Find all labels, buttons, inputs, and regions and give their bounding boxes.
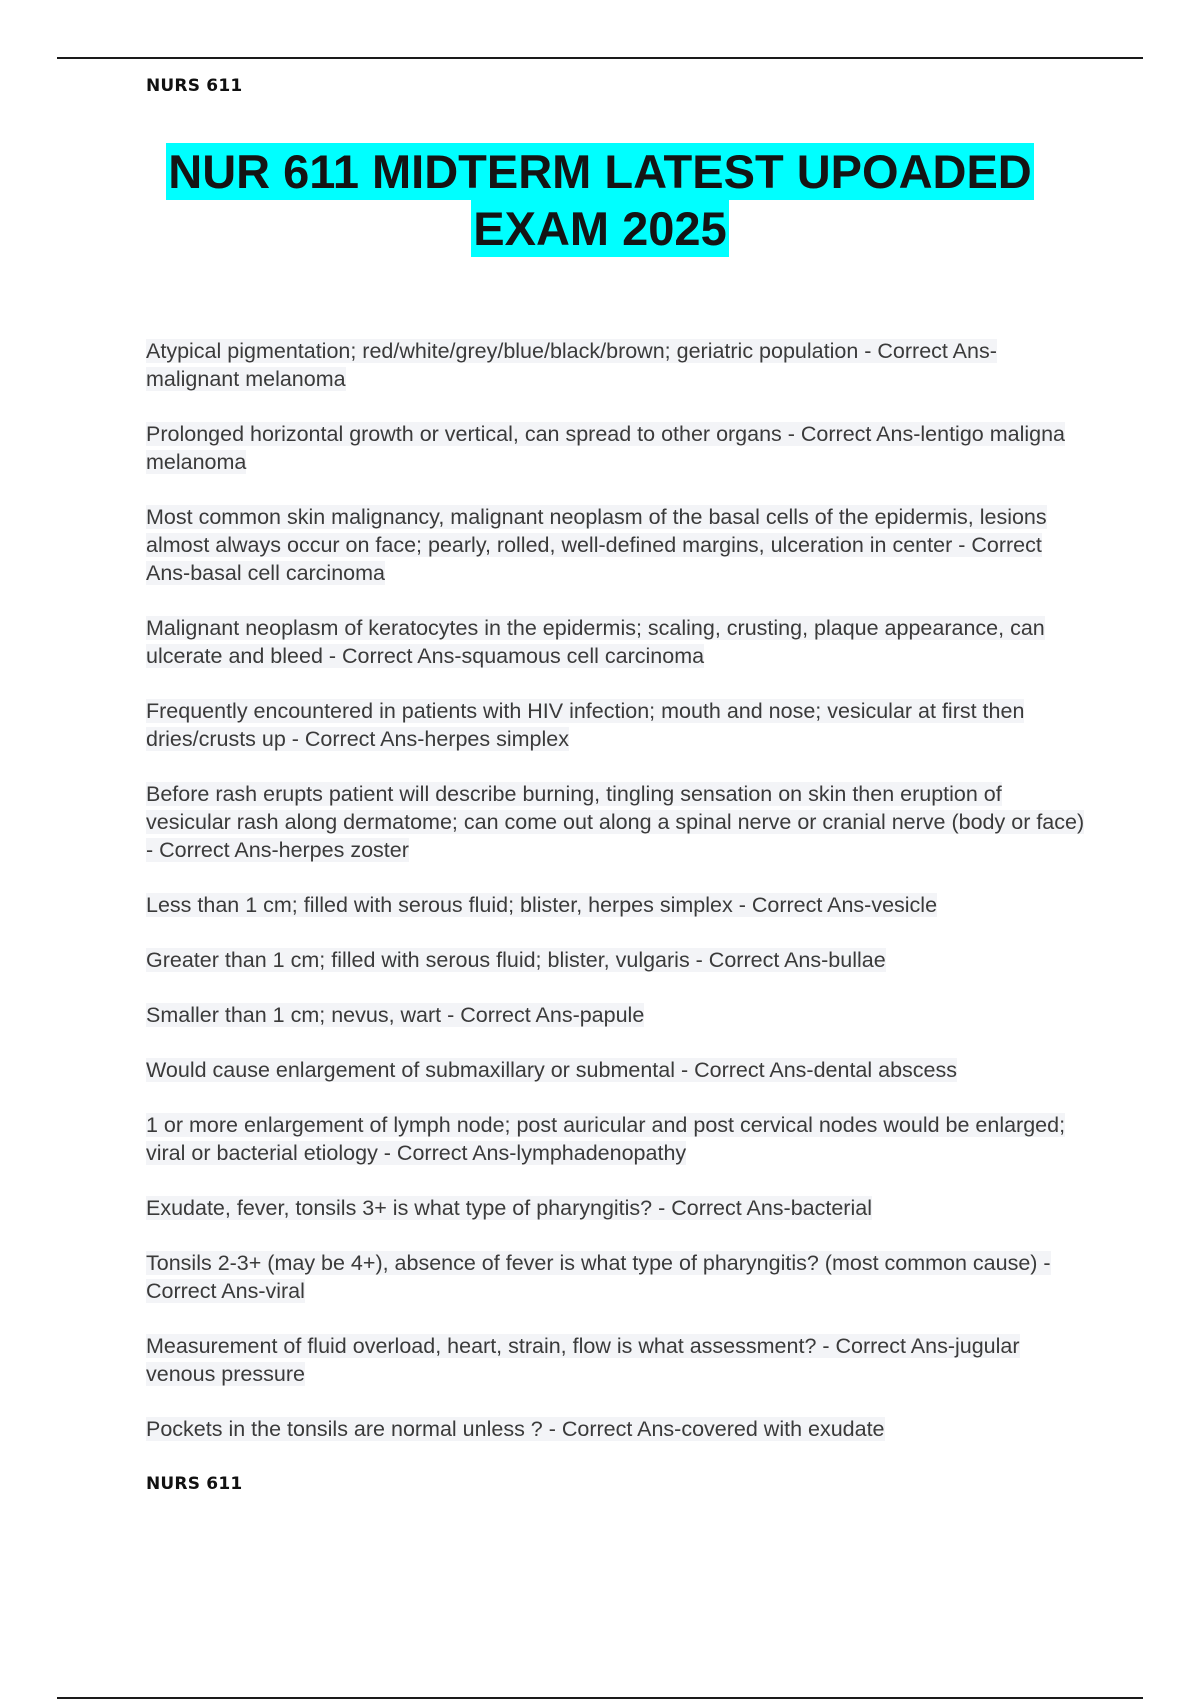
qa-entry: Exudate, fever, tonsils 3+ is what type of pharyngitis? - Correct Ans-bacterial xyxy=(146,1196,872,1220)
qa-entry: Most common skin malignancy, malignant neoplasm of the basal cells of the epidermis, lesions almost always occur on face; pearly, rolled, well-defined margins, ulceration in center - Correct Ans-basal cell carcinoma xyxy=(146,505,1047,585)
title-line-2: EXAM 2025 xyxy=(473,202,727,255)
qa-entry: Pockets in the tonsils are normal unless ? - Correct Ans-covered with exudate xyxy=(146,1417,885,1441)
qa-entry: Before rash erupts patient will describe burning, tingling sensation on skin then eruption of vesicular rash along dermatome; can come out along a spinal nerve or cranial nerve (body or face) - Correct Ans-herpes zoster xyxy=(146,782,1085,862)
qa-list xyxy=(146,337,1086,1470)
qa-entry: Would cause enlargement of submaxillary or submental - Correct Ans-dental abscess xyxy=(146,1058,958,1082)
running-head-bottom: NURS 611 xyxy=(146,1474,243,1494)
qa-entry: Less than 1 cm; filled with serous fluid; blister, herpes simplex - Correct Ans-vesicle xyxy=(146,893,938,917)
qa-entry: Tonsils 2-3+ (may be 4+), absence of fever is what type of pharyngitis? (most common cause) - Correct Ans-viral xyxy=(146,1251,1051,1303)
qa-entry: Malignant neoplasm of keratocytes in the epidermis; scaling, crusting, plaque appearance, can ulcerate and bleed - Correct Ans-squamous cell carcinoma xyxy=(146,616,1045,668)
bottom-rule xyxy=(57,1697,1143,1699)
qa-entry: Atypical pigmentation; red/white/grey/blue/black/brown; geriatric population - Correct Ans-malignant melanoma xyxy=(146,339,997,391)
qa-entry: Frequently encountered in patients with HIV infection; mouth and nose; vesicular at first then dries/crusts up - Correct Ans-herpes simplex xyxy=(146,699,1025,751)
top-rule xyxy=(57,57,1143,59)
qa-entry: 1 or more enlargement of lymph node; post auricular and post cervical nodes would be enlarged; viral or bacterial etiology - Correct Ans-lymphadenopathy xyxy=(146,1113,1066,1165)
title-line-1: NUR 611 MIDTERM LATEST UPOADED xyxy=(168,145,1032,198)
qa-entry: Greater than 1 cm; filled with serous fluid; blister, vulgaris - Correct Ans-bullae xyxy=(146,948,886,972)
qa-entry: Smaller than 1 cm; nevus, wart - Correct Ans-papule xyxy=(146,1003,645,1027)
qa-entry: Prolonged horizontal growth or vertical, can spread to other organs - Correct Ans-lentigo maligna melanoma xyxy=(146,422,1066,474)
page-title xyxy=(57,143,1143,257)
running-head-top: NURS 611 xyxy=(146,76,243,96)
qa-entry: Measurement of fluid overload, heart, strain, flow is what assessment? - Correct Ans-jugular venous pressure xyxy=(146,1334,1020,1386)
